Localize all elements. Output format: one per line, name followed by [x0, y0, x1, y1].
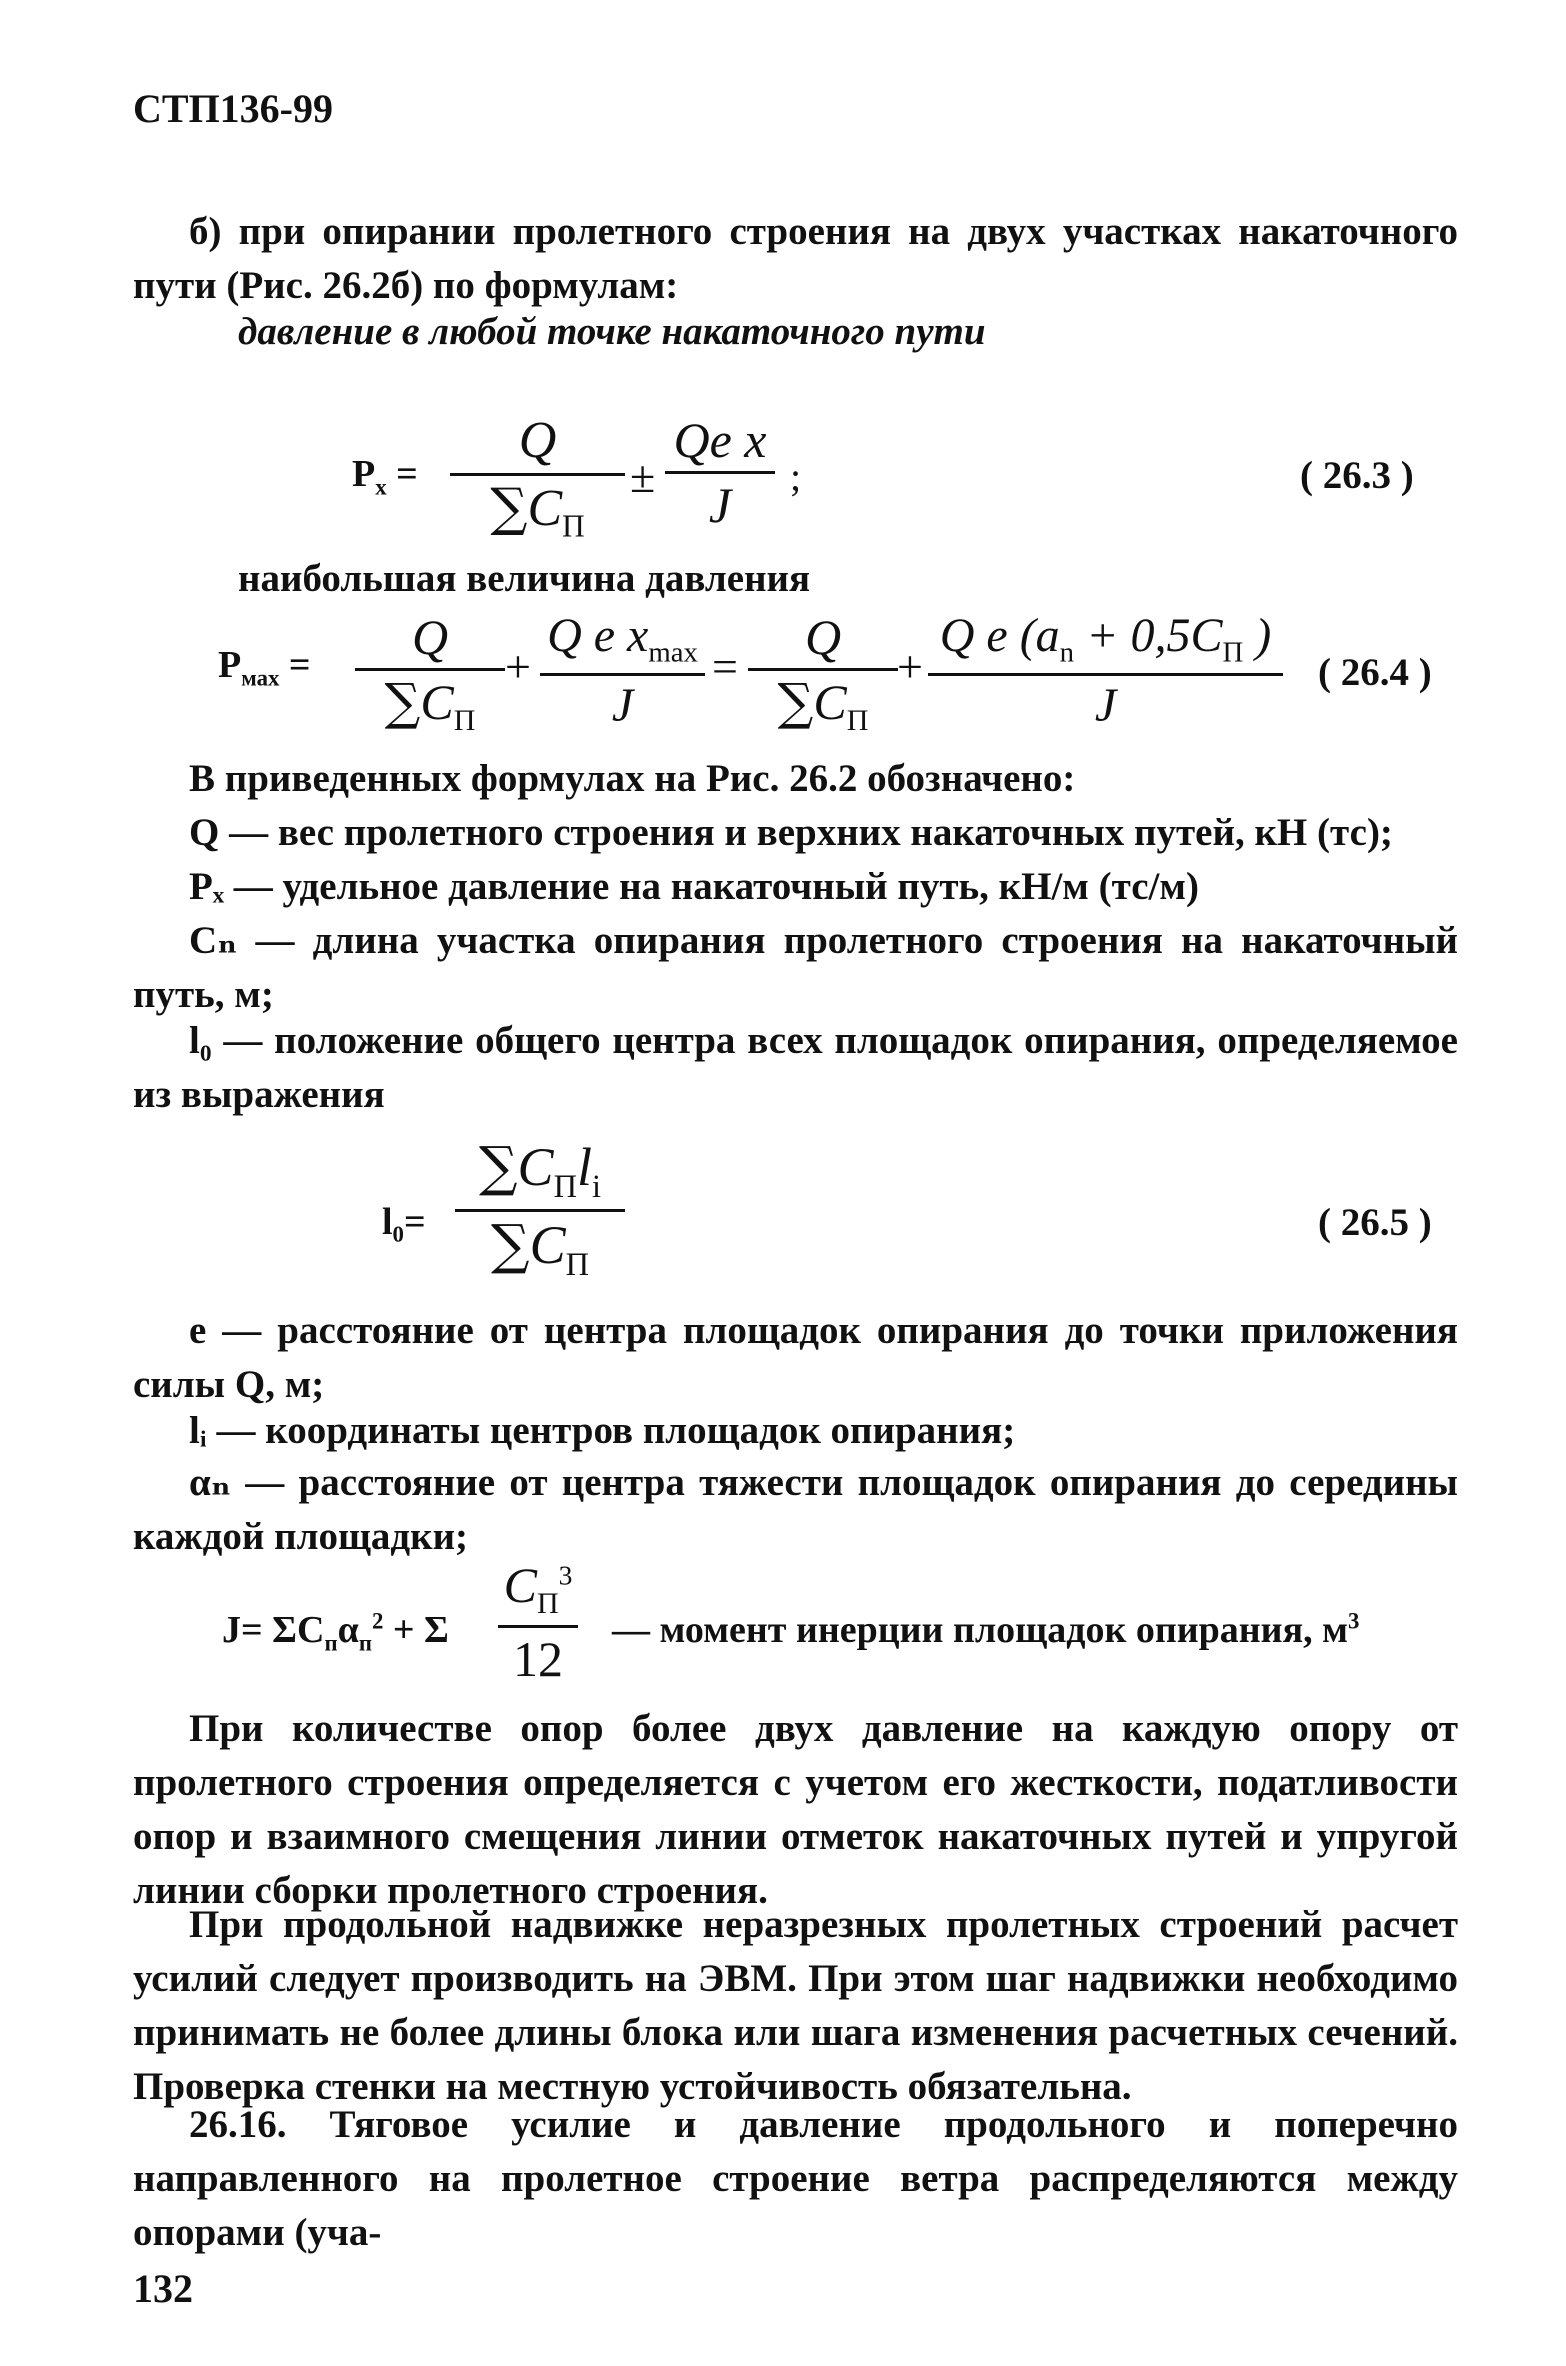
- fraction-qe-an-over-j: Q e ($a_n + 0,5C_П$ ) J: [928, 612, 1283, 730]
- definition-q: Q — вес пролетного строения и верхних накаточных путей, кН (тс);: [189, 811, 1393, 854]
- paragraph-b: б) при опирании пролетного строения на двух участках накаточного пути (Рис. 26.2б) по формулам:: [133, 210, 1458, 307]
- label-max-pressure: наибольшая величина давления: [238, 557, 811, 600]
- formula-lhs-sub: мах: [241, 665, 280, 691]
- equation-number-26-4: ( 26.4 ): [1318, 651, 1432, 694]
- fraction-qex-over-j: Qe x J: [665, 415, 775, 530]
- fraction-q-over-sumcn-2: Q $\sum C_П$: [748, 612, 898, 736]
- fraction-cn3-over-12: $C_П^3$ 12: [498, 1560, 578, 1684]
- formula-lhs: J= ΣC: [222, 1609, 325, 1651]
- fraction-sumcnli-over-sumcn: $\sum C_Пl_i$ $\sum C_П$: [455, 1140, 625, 1281]
- formula-lhs: P: [352, 453, 376, 495]
- definition-an: αₙ — расстояние от центра тяжести площадок опирания до середины каждой площадки;: [133, 1461, 1458, 1558]
- definition-l0: l₀ — положение общего центра всех площадок опирания, определяемое из выражения: [133, 1019, 1458, 1116]
- definition-li: lᵢ — координаты центров площадок опирания;: [189, 1409, 1016, 1452]
- document-code: СТП136-99: [133, 86, 333, 131]
- formula-lhs-sub: x: [375, 474, 387, 500]
- formula-j-description: — момент инерции площадок опирания, м: [612, 1609, 1349, 1651]
- formula-lhs: P: [218, 644, 242, 686]
- definition-cn: Cₙ — длина участка опирания пролетного строения на накаточный путь, м;: [133, 919, 1458, 1016]
- fraction-q-over-sumcn: Q $\sum C_П$: [355, 612, 505, 736]
- formula-lhs: l₀: [382, 1201, 404, 1243]
- equation-number-26-5: ( 26.5 ): [1318, 1201, 1432, 1244]
- label-pressure-any-point: давление в любой точке накаточного пути: [238, 310, 986, 353]
- definition-e: е — расстояние от центра площадок опирания до точки приложения силы Q, м;: [133, 1309, 1458, 1406]
- fraction-q-over-sumcn: Q $\sum C_П$: [450, 415, 625, 542]
- paragraph-longitudinal-push: При продольной надвижке неразрезных пролетных строений расчет усилий следует производить на ЭВМ. При этом шаг надвижки необходимо принимать не более длины блока или шага изменения расчетных сечений. Проверка стенки на местную устойчивость обязательна.: [133, 1903, 1458, 2108]
- fraction-qexmax-over-j: Q e $x_{max}$ J: [540, 612, 705, 730]
- paragraph-26-16: 26.16. Тяговое усилие и давление продольного и поперечно направленного на пролетное строение ветра распределяются между опорами (уча-: [133, 2103, 1458, 2254]
- page-number: 132: [133, 2266, 193, 2311]
- paragraph-multiple-supports: При количестве опор более двух давление на каждую опору от пролетного строения определяется с учетом его жесткости, податливости опор и взаимного смещения линии отметок накаточных путей и упругой линии сборки пролетного строения.: [133, 1707, 1458, 1912]
- definitions-intro: В приведенных формулах на Рис. 26.2 обозначено:: [189, 757, 1076, 800]
- definition-px: Pₓ — удельное давление на накаточный путь, кН/м (тс/м): [189, 865, 1199, 908]
- equation-number-26-3: ( 26.3 ): [1300, 454, 1414, 497]
